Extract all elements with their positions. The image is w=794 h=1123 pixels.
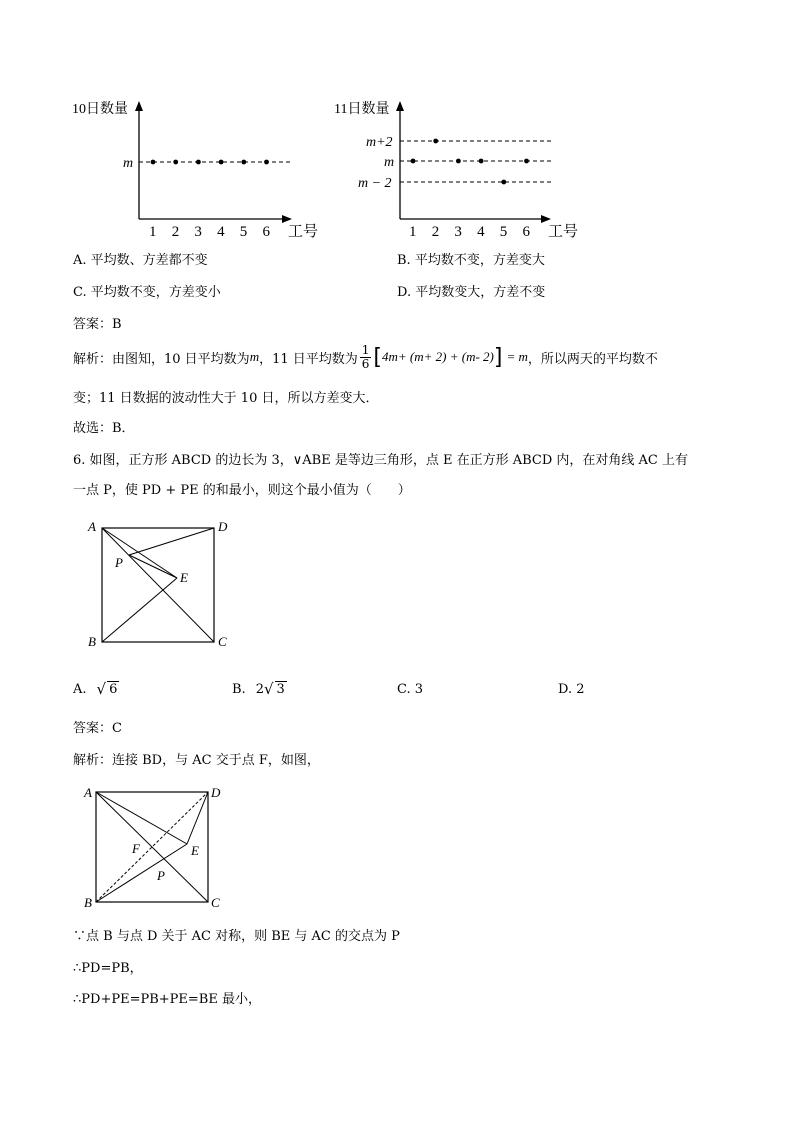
q5-frac-den: 6 [361, 356, 370, 371]
chart2-ytick-m: m [384, 155, 395, 170]
q5-option-c: C. 平均数不变，方差变小 [73, 285, 221, 300]
q6-figure2 [80, 782, 240, 912]
q5-option-b: B. 平均数不变，方差变大 [397, 253, 545, 268]
chart2-xtick-3: 3 [454, 224, 462, 240]
q5-bracket-content: 4m+ (m+ 2) + (m- 2) [382, 349, 494, 364]
chart1-point-2 [173, 160, 178, 165]
q6-option-a-prefix: A. [73, 681, 87, 697]
q6-option-a [73, 680, 119, 698]
q6-analysis-line3: ∴PD=PB， [73, 961, 143, 976]
q6-option-d: D. 2 [558, 682, 585, 697]
fig2-label-d: D [211, 785, 221, 800]
chart2-point-2 [433, 139, 438, 144]
chart2-xtick-1: 1 [409, 224, 417, 240]
q5-analysis-m: m [249, 349, 260, 364]
chart2-xtick-2: 2 [431, 224, 440, 240]
chart-day11 [330, 95, 590, 240]
q5-option-a: A. 平均数、方差都不变 [73, 253, 208, 268]
chart2-x-arrow [541, 215, 551, 223]
q5-analysis-line2: 变；11 日数据的波动性大于 10 日，所以方差变大． [73, 391, 379, 406]
chart1-ytick-m: m [123, 156, 134, 171]
fig1-diagonal-ac [102, 528, 214, 642]
chart2-point-3 [456, 159, 461, 164]
q5-analysis-pre: 解析：由图知，10 日平均数为 [73, 351, 250, 367]
q6-option-a-radicand: 6 [109, 682, 118, 697]
q6-analysis-line1: 解析：连接 BD，与 AC 交于点 F，如图， [73, 753, 320, 768]
q5-bracket-close: ] [493, 344, 503, 370]
fig2-line-be [96, 844, 187, 902]
fig2-label-p: P [157, 868, 165, 883]
q5-answer: 答案：B [73, 317, 122, 332]
q5-eq-m: = m [506, 349, 528, 364]
q6-option-b-coef: 2 [255, 681, 264, 697]
fig1-label-c: C [218, 634, 227, 649]
chart1-xlabel: 工号 [288, 224, 319, 240]
q5-option-d: D. 平均数变大，方差不变 [397, 285, 546, 300]
q5-bracket-open: [ [373, 344, 382, 370]
chart2-xlabel: 工号 [548, 224, 579, 240]
chart2-xtick-5: 5 [499, 224, 508, 240]
fig2-label-c: C [211, 895, 220, 910]
chart2-point-4 [479, 159, 484, 164]
q6-analysis-line4: ∴PD+PE=PB+PE=BE 最小， [73, 992, 261, 1007]
q6-option-c: C. 3 [397, 682, 424, 697]
q5-fraction [360, 344, 372, 371]
chart2-point-5 [501, 180, 506, 185]
sqrt-icon: √ [263, 680, 274, 698]
chart1-y-arrow [135, 101, 143, 111]
fig1-label-d: D [218, 519, 228, 534]
fig1-label-e: E [180, 570, 188, 585]
fig1-line-pe [129, 555, 177, 578]
q6-option-b [232, 680, 287, 698]
fig1-label-p: P [115, 555, 123, 570]
q5-analysis-line1 [73, 343, 658, 371]
q6-option-b-prefix: B. [232, 681, 246, 697]
fig1-line-ae [102, 528, 177, 578]
q5-analysis-mid: ，11 日平均数为 [259, 351, 358, 367]
fig1-line-be [102, 578, 177, 642]
fig1-label-b: B [88, 634, 96, 649]
fig2-label-f: F [132, 841, 140, 856]
chart2-ytick-mminus2: m − 2 [358, 176, 392, 191]
sqrt-icon: √ [96, 680, 107, 698]
fig2-label-e: E [191, 843, 199, 858]
chart1-ylabel: 10日数量 [72, 102, 128, 117]
chart-day10 [60, 95, 330, 240]
q6-stem-line2: 一点 P，使 PD + PE 的和最小，则这个最小值为（ ） [73, 483, 411, 498]
chart2-y-arrow [396, 101, 404, 111]
chart1-xtick-6: 6 [262, 224, 270, 240]
chart1-point-4 [219, 160, 224, 165]
chart1-x-arrow [282, 215, 292, 223]
fig1-line-pd [129, 528, 214, 555]
q6-option-b-radicand: 3 [276, 682, 285, 697]
q6-figure1 [85, 515, 245, 655]
chart2-ytick-mplus2: m+2 [366, 135, 393, 150]
chart1-point-6 [264, 160, 269, 165]
chart1-point-3 [196, 160, 201, 165]
chart2-ylabel: 11日数量 [334, 102, 390, 117]
q5-frac-num: 1 [361, 342, 370, 357]
chart1-xtick-4: 4 [217, 224, 225, 240]
chart2-point-6 [524, 159, 529, 164]
q5-analysis-post: ，所以两天的平均数不 [527, 351, 658, 367]
q5-choose: 故选：B． [73, 421, 135, 436]
chart2-point-1 [411, 159, 416, 164]
chart1-xtick-5: 5 [239, 224, 248, 240]
chart1-point-5 [241, 160, 246, 165]
q6-answer: 答案：C [73, 721, 122, 736]
chart1-xtick-1: 1 [149, 224, 157, 240]
fig1-label-a: A [88, 519, 96, 534]
fig2-label-a: A [84, 785, 92, 800]
q6-stem-line1: 6. 如图，正方形 ABCD 的边长为 3，∨ABE 是等边三角形，点 E 在正方形 ABCD 内，在对角线 AC 上有 [73, 453, 689, 468]
chart1-point-1 [151, 160, 156, 165]
chart1-xtick-3: 3 [194, 224, 202, 240]
chart2-xtick-4: 4 [477, 224, 485, 240]
q6-analysis-line2: ∵点 B 与点 D 关于 AC 对称，则 BE 与 AC 的交点为 P [73, 929, 400, 944]
chart2-xtick-6: 6 [522, 224, 530, 240]
chart1-xtick-2: 2 [171, 224, 180, 240]
fig2-line-de [187, 792, 208, 844]
fig2-label-b: B [84, 895, 92, 910]
